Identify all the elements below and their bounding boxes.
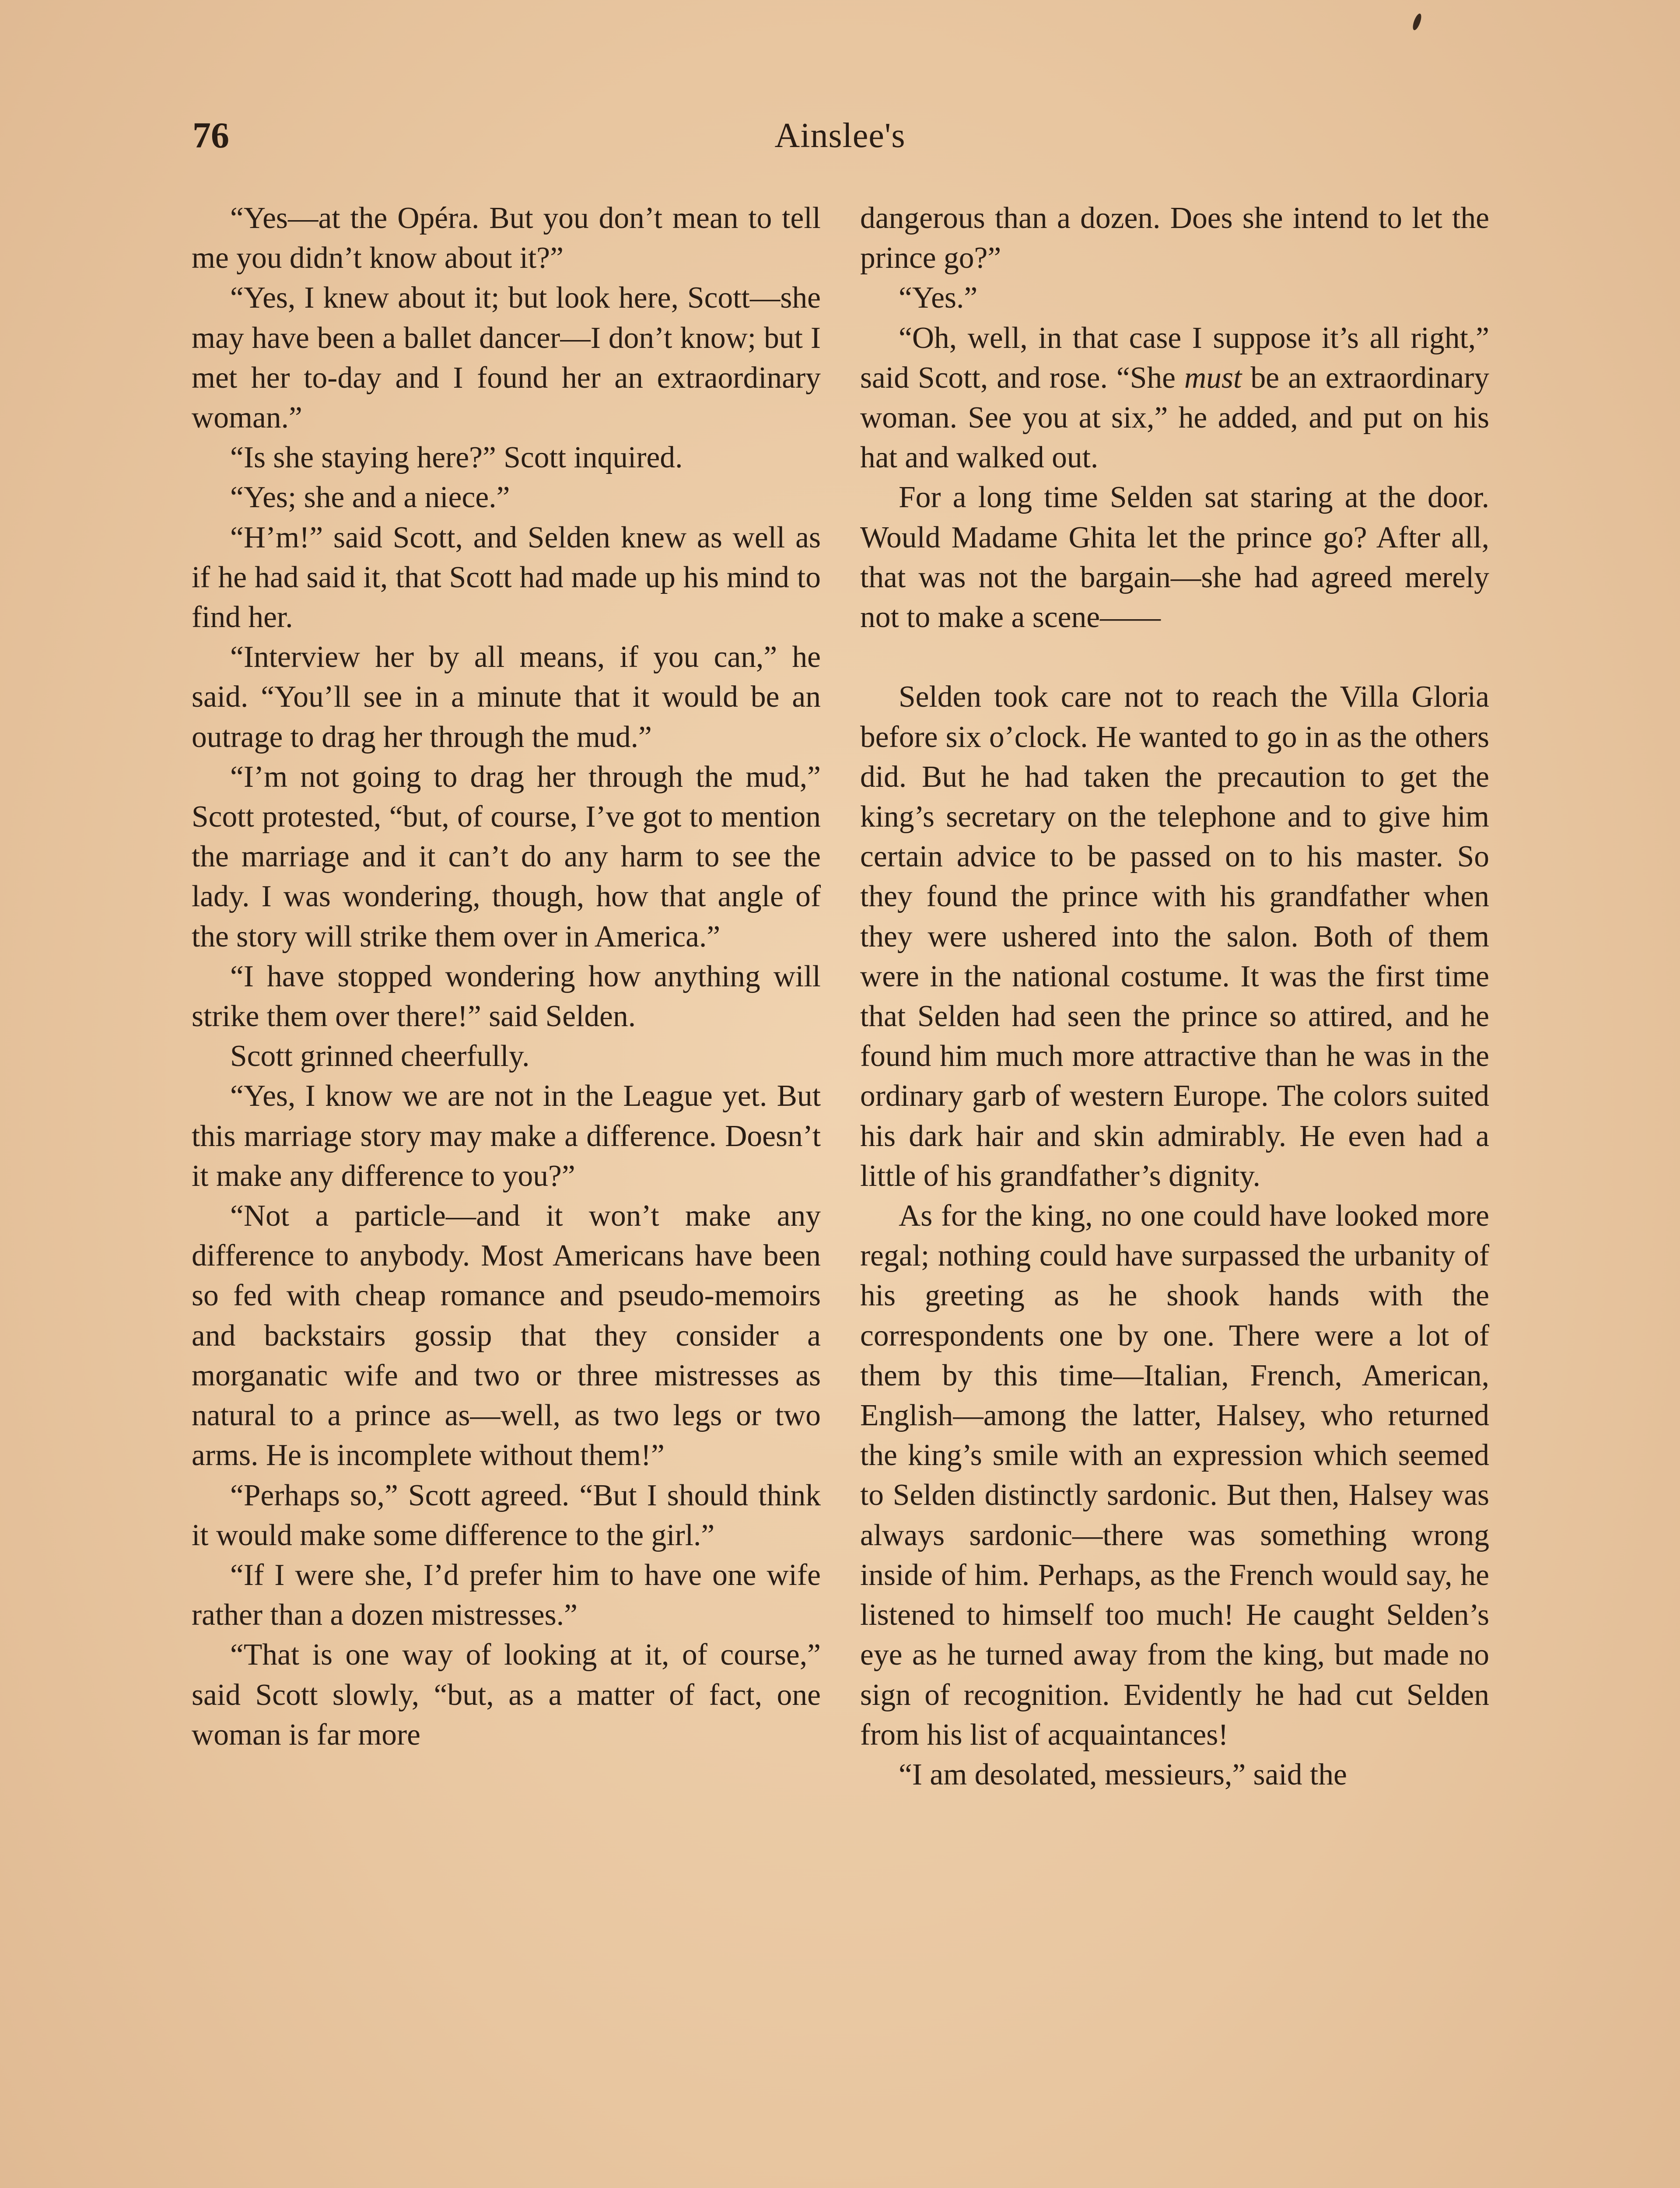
paragraph: Selden took care not to reach the Villa Gloria before six o’clock. He wanted to go in as the others did. But he had taken the precaution to get the king’s secretary on the telephone and to give him certain advice to be passed on to his master. So they found the prince with his grandfather when they were ushered into the salon. Both of them were in the national costume. It was the first time that Selden had seen the prince so attired, and he found him much more attractive than he was in the ordinary garb of western Europe. The colors suited his dark hair and skin admirably. He even had a little of his grandfather’s dignity.	[860, 680, 1489, 1193]
paragraph: “I have stopped wondering how anything will strike them over there!” said Selden.	[192, 959, 821, 1034]
paragraph: “H’m!” said Scott, and Selden knew as well as if he had said it, that Scott had made up his mind to find her.	[192, 520, 821, 635]
paragraph: “Not a particle—and it won’t make any difference to anybody. Most Americans have been so fed with cheap romance and pseudo-memoirs and backstairs gossip that they consider a morganatic wife and two or three mistresses as natural to a prince as—well, as two legs or two arms. He is incomplete without them!”	[192, 1199, 821, 1473]
paragraph: “If I were she, I’d prefer him to have one wife rather than a dozen mistresses.”	[192, 1558, 821, 1632]
paragraph: “I am desolated, messieurs,” said the	[899, 1757, 1347, 1792]
section-break	[860, 637, 1489, 677]
running-title: Ainslee's	[774, 116, 906, 155]
paragraph: As for the king, no one could have looked more regal; nothing could have surpassed the urbanity of his greeting as he shook hands with the correspondents one by one. There were a lot of them by this time—Italian, French, American, English—among the latter, Halsey, who returned the king’s smile with an expression which seemed to Selden distinctly sardonic. But then, Halsey was always sardonic—there was something wrong inside of him. Perhaps, as the French would say, he listened to himself too much! He caught Selden’s eye as he turned away from the king, but made no sign of recognition. Evidently he had cut Selden from his list of acquaintances!	[860, 1199, 1489, 1752]
paragraph: dangerous than a dozen. Does she intend to let the prince go?”	[860, 201, 1489, 275]
left-column	[192, 198, 821, 1755]
ink-speck	[1411, 13, 1423, 31]
paragraph: For a long time Selden sat staring at the door. Would Madame Ghita let the prince go? After all, that was not the bargain—she had agreed merely not to make a scene——	[860, 480, 1489, 635]
paragraph: “Yes, I know we are not in the League yet. But this marriage story may make a difference. Doesn’t it make any difference to you?”	[192, 1079, 821, 1193]
emphasis-text: must	[1184, 361, 1242, 395]
paragraph: “I’m not going to drag her through the mud,” Scott protested, “but, of course, I’ve got to mention the marriage and it can’t do any harm to see the lady. I was wondering, though, how that angle of the story will strike them over in America.”	[192, 760, 821, 954]
page-number: 76	[192, 115, 229, 156]
paragraph: “Yes, I knew about it; but look here, Scott—she may have been a ballet dancer—I don’t know; but I met her to-day and I found her an extraordinary woman.”	[192, 281, 821, 435]
paragraph: “Yes; she and a niece.”	[230, 480, 510, 515]
paragraph: “Yes.”	[899, 281, 978, 315]
paragraph: “Is she staying here?” Scott inquired.	[230, 441, 683, 475]
paragraph: “That is one way of looking at it, of course,” said Scott slowly, “but, as a matter of fact, one woman is far more	[192, 1638, 821, 1752]
paragraph: “Perhaps so,” Scott agreed. “But I should think it would make some difference to the girl.”	[192, 1478, 821, 1552]
paragraph: “Oh, well, in that case I suppose it’s all right,” said Scott, and rose. “She must be an extraordinary woman. See you at six,” he added, and put on his hat and walked out.	[860, 321, 1489, 475]
right-column	[860, 198, 1489, 1795]
paragraph: “Interview her by all means, if you can,” he said. “You’ll see in a minute that it would be an outrage to drag her through the mud.”	[192, 640, 821, 754]
paragraph: “Yes—at the Opéra. But you don’t mean to tell me you didn’t know about it?”	[192, 201, 821, 275]
paragraph: Scott grinned cheerfully.	[230, 1039, 530, 1073]
